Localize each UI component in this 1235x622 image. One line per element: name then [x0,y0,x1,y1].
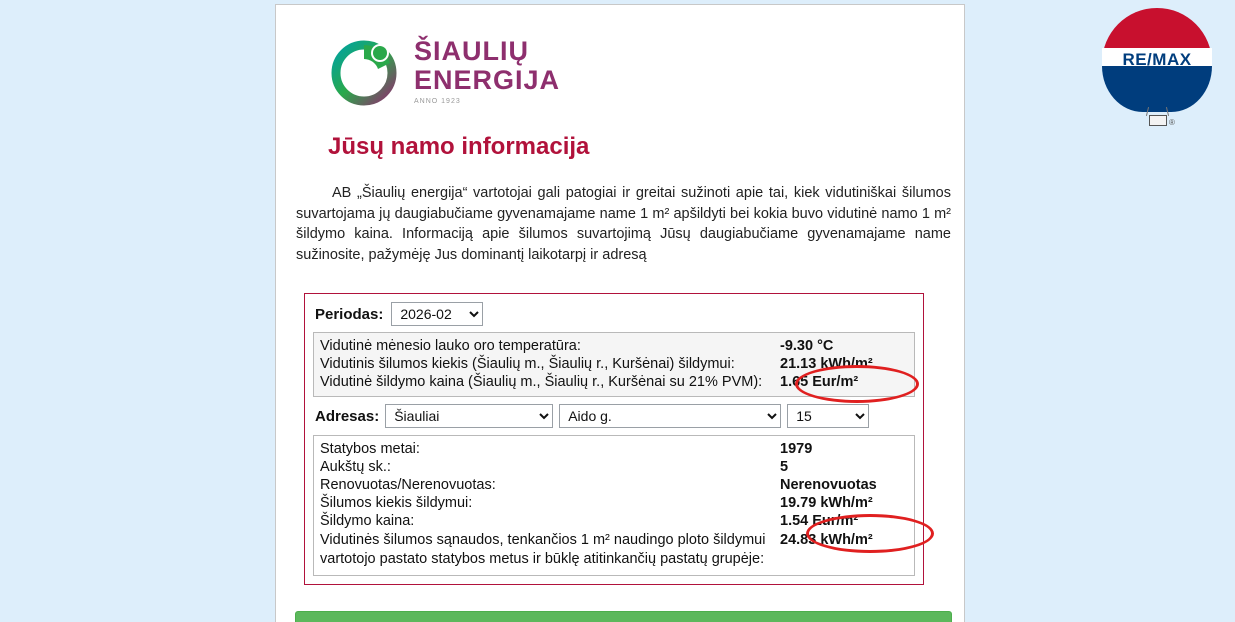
logo-wordmark [414,35,561,105]
average-label: Vidutinė šildymo kaina (Šiaulių m., Šiaulių r., Kuršėnai su 21% PVM): [320,374,763,390]
average-row [320,373,908,391]
remax-balloon-bottom [1102,66,1212,112]
building-row [320,494,908,512]
building-value: 1979 [780,441,813,457]
remax-logo [1097,6,1217,134]
building-label: Renovuotas/Nerenovuotas: [320,477,496,493]
average-label: Vidutinė mėnesio lauko oro temperatūra: [320,338,581,354]
street-select[interactable] [559,404,781,428]
building-row [320,440,908,458]
submit-bar[interactable] [295,611,952,622]
page-title: Jūsų namo informacija [328,133,590,160]
house-number-select[interactable] [787,404,869,428]
building-row [320,512,908,530]
average-value: -9.30 °C [780,338,834,354]
building-label: Statybos metai: [320,441,420,457]
average-value-highlighted: 1.65 Eur/m² [780,374,859,390]
address-row [313,397,915,435]
remax-registered-mark: ® [1169,118,1175,127]
logo-line-1: ŠIAULIŲ [414,35,529,66]
averages-box [313,332,915,397]
average-value: 21.13 kWh/m² [780,356,873,372]
remax-wordmark: RE/MAX [1122,50,1192,69]
building-label: Šilumos kiekis šildymui: [320,495,473,511]
building-value-highlighted: 1.54 Eur/m² [780,513,859,529]
building-row [320,476,908,494]
intro-paragraph: AB „Šiaulių energija“ vartotojai gali patogiai ir greitai sužinoti apie tai, kiek vidutiniškai šilumos suvartojama jų daugiabučiame gyvenamajame name 1 m² apšildyti bei kokia buvo vidutinė namo 1 m² šildymo kaina. Informaciją apie šilumos suvartojimą Jūsų daugiabučiame gyvenamajame name sužinosite, pažymėję Jus dominantį laikotarpį ir adresą [296,185,951,263]
building-group-row [320,530,908,570]
data-panel [304,293,924,585]
building-label: Šildymo kaina: [320,513,415,529]
logo-line-2: ENERGIJA [414,64,561,95]
average-row [320,355,908,373]
logo-anno: ANNO 1923 [414,97,461,105]
period-row [313,300,915,332]
building-box [313,435,915,576]
building-label: Aukštų sk.: [320,459,391,475]
site-logo[interactable] [326,33,560,109]
average-row [320,337,908,355]
group-label-line1: Vidutinės šilumos sąnaudos, tenkančios 1 m² naudingo ploto šildymui [320,532,766,548]
building-value: 5 [780,459,789,475]
period-select[interactable] [391,302,483,326]
content-card [275,4,965,622]
group-label-line2: vartotojo pastato statybos metus ir būklę atitinkančių pastatų grupėje: [320,550,765,567]
group-value: 24.83 kWh/m² [780,532,873,548]
energija-ring-icon [326,33,402,109]
building-row [320,458,908,476]
average-label: Vidutinis šilumos kiekis (Šiaulių m., Šiaulių r., Kuršėnai) šildymui: [320,356,735,372]
building-value: Nerenovuotas [780,477,877,493]
building-value: 19.79 kWh/m² [780,495,873,511]
remax-basket-icon [1149,115,1167,126]
city-select[interactable] [385,404,553,428]
period-label: Periodas: [315,305,384,323]
address-label: Adresas: [315,407,380,425]
